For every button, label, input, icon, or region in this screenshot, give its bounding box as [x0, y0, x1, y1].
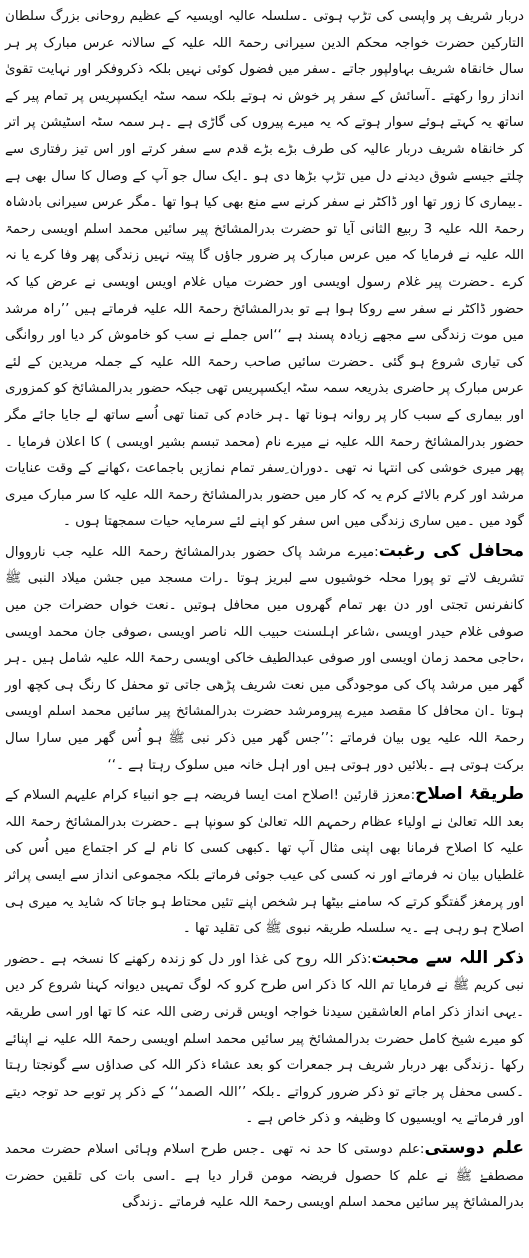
section-heading: علم دوستی	[424, 1137, 525, 1158]
paragraph-text: دربار شریف پر واپسی کی تڑپ ہوتی ۔سلسلہ عالیہ اویسیہ کے عظیم روحانی بزرگ سلطان التارکین حضرت خواجہ محکم الدین سیرانی رحمۃ اللہ علیہ کے سالانہ عرس مبارک پر ہر سال خانقاہ شریف بہاولپور جاتے ۔سفر میں فضول کوئی نہیں بلکہ ذکروفکر اور نہایت تقویٰ انداز روا رکھتے ۔آسائش کے سفر پر خوش نہ ہوتے بلکہ سمہ سٹہ ایکسپریس پر تمام پیر کے ساتھ یہ کہتے ہوئے سوار ہوتے کہ یہ میرے پیروں کی گاڑی ہے ۔ہر سمہ سٹہ اسٹیشن پر اتر کر خانقاہ شریف دربار عالیہ کی طرف بڑے بڑے قدم سے سفر کرتے اور اس تیز رفتاری سے چلتے جیسے شوق دیدنے دل میں تڑپ بڑھا دی ہو ۔ایک سال جو آپ کے وصال کا سال بھی ہے ۔بیماری کا زور تھا اور ڈاکٹر نے سفر کرنے سے منع بھی کیا ہوا تھا ۔مگر عرس سیرانی بادشاہ رحمۃ اللہ علیہ 3 ربیع الثانی آیا تو حضرت بدرالمشائخ پیر سائیں محمد اسلم اویسی رحمۃ اللہ علیہ نے فرمایا کہ میں عرس مبارک پر ضرور جاؤں گا پیتہ نہیں زندگی پھر وفا کرے یا نہ کرے ۔حضرت پیر غلام رسول اویسی اور حضرت میاں غلام اویس اویسی نے عرض کیا کہ حضور ڈاکٹر نے سفر سے روکا ہوا ہے تو بدرالمشائخ رحمۃ اللہ علیہ فرماتے ہیں ’’راہ مرشد میں موت زندگی سے مجھے زیادہ پسند ہے ‘‘اس جملے نے سب کو خاموش کر دیا اور روانگی کی تیاری شروع ہو گئی ۔حضرت سائیں صاحب رحمۃ اللہ علیہ کے جملہ مریدین کے لئے عرس مبارک پر حاضری بذریعہ سمہ سٹہ ایکسپریس تھی جبکہ حضور بدرالمشائخ کو کمزوری اور بیماری کے سبب کار پر روانہ ہونا تھا ۔ہر خادم کی تمنا تھی اُسے ساتھ لے جایا جائے مگر حضور بدرالمشائخ رحمۃ اللہ علیہ نے میرے نام (محمد تبسم بشیر اویسی ) کا اعلان فرمایا ۔پھر میری خوشی کی انتہا نہ تھی ۔دوران ِسفر تمام نمازیں باجماعت ،کھانے کے وقت عنایات مرشد اور کرم بالائے کرم یہ کہ کار میں حضور بدرالمشائخ رحمۃ اللہ علیہ کا سر مبارک میری گود میں ۔میں ساری زندگی میں اس سفر کو اپنے لئے سرمایہ حیات سمجھتا ہوں ۔	[5, 9, 524, 530]
section-heading: طریقۂ اصلاح	[415, 784, 525, 805]
section-text: :میرے مرشد پاک حضور بدرالمشائخ رحمۃ اللہ علیہ جب نارووال تشریف لاتے تو پورا محلہ خوشیوں سے لبریز ہوتا ۔رات مسجد میں جشن میلاد النبی ﷺ کانفرنس تجتی اور دن بھر تمام گھروں میں محافل ہوتیں ۔نعت خواں حضرات جن میں صوفی غلام حیدر اویسی ،شاعر اہلسنت حبیب اللہ ناصر اویسی ،صوفی جان محمد اویسی ،حاجی محمد زمان اویسی اور صوفی عبدالطیف خاکی اویسی رحمۃ اللہ علیہ شامل ہیں ۔ہر گھر میں مرشد پاک کی موجودگی میں نعت شریف پڑھی جاتی تو محفل کا رنگ ہی کچھ اور ہوتا ۔ان محافل کا مقصد میرے پیرومرشد حضرت بدرالمشائخ پیر سائیں محمد اسلم اویسی رحمۃ اللہ علیہ یوں بیان فرماتے :’’جس گھر میں ذکر نبی ﷺ ہو اُس گھر میں سارا سال برکت ہوتی ہے ۔بلائیں دور ہوتی ہیں اور اہل خانہ میں سلوک رہتا ہے ۔‘‘	[5, 544, 524, 773]
section-text: :علم دوستی کا حد نہ تھی ۔جس طرح اسلام وہائی اسلام حضرت محمد مصطفےٰ ﷺ نے علم کا حصول فریضہ مومن قرار دیا ہے ۔اسی بات کی تلقین حضرت بدرالمشائخ پیر سائیں محمد اسلم اویسی رحمۃ اللہ علیہ فرماتے ۔زندگی	[5, 1141, 524, 1211]
paragraph-sufi-journey	[5, 4, 524, 536]
section-heading: محافل کی رغبت	[378, 540, 525, 561]
section-text: :ذکر اللہ روح کی غذا اور دل کو زندہ رکھنے کا نسخہ ہے ۔حضور نبی کریم ﷺ نے فرمایا تم اللہ کا ذکر اس طرح کرو کہ لوگ تمہیں دیوانہ کہنا شروع کر دیں ۔یہی انداز ذکر امام العاشقین سیدنا خواجہ اویس قرنی رضی اللہ عنہ کا تھا اور اسی طریقہ کو میرے شیخ کامل حضرت بدرالمشائخ پیر سائیں محمد اسلم اویسی رحمۃ اللہ علیہ نے اپنائے رکھا ۔زندگی بھر دربار شریف ہر جمعرات کو بعد عشاء ذکر اللہ کی صداؤں سے گونجتا رہتا ۔کسی محفل پر جاتے تو ذکر ضرور کرواتے ۔بلکہ ’’اللہ الصمد‘‘ کے ذکر پر توبے حد توجہ دیتے اور فرماتے یہ اویسیوں کا وظیفہ و ذکر خاص ہے ۔	[5, 951, 524, 1127]
section-gatherings	[5, 538, 524, 779]
section-love-of-knowledge	[5, 1135, 524, 1217]
section-love-of-dhikr	[5, 945, 524, 1133]
section-reform-method	[5, 781, 524, 943]
section-heading: ذکر اللہ سے محبت	[371, 947, 524, 968]
section-text: :معزز قارئین !اصلاح امت ایسا فریضہ ہے جو انبیاء کرام علیہم السلام کے بعد اللہ تعالیٰ نے اولیاء عظام رحمہم اللہ تعالیٰ کو سونپا ہے ۔حضرت بدرالمشائخ رحمۃ اللہ علیہ کا اصلاح فرمانا بھی اپنی مثال آپ تھا ۔کبھی کسی کا نام لے کر اجتماع میں اُس کی غلطیاں بیان نہ فرماتے اور نہ کسی کی عیب جوئی فرماتے بلکہ مجموعی انداز سے ایسی پراثر اور پرمغز گفتگو کرتے کہ سامنے بیٹھا ہر شخص اپنے تئیں محتاط ہو جاتا کہ شاید یہ میری ہی اصلاح ہو رہی ہے ۔یہ سلسلہ طریقہ نبوی ﷺ کی تقلید تھا ۔	[5, 788, 524, 937]
